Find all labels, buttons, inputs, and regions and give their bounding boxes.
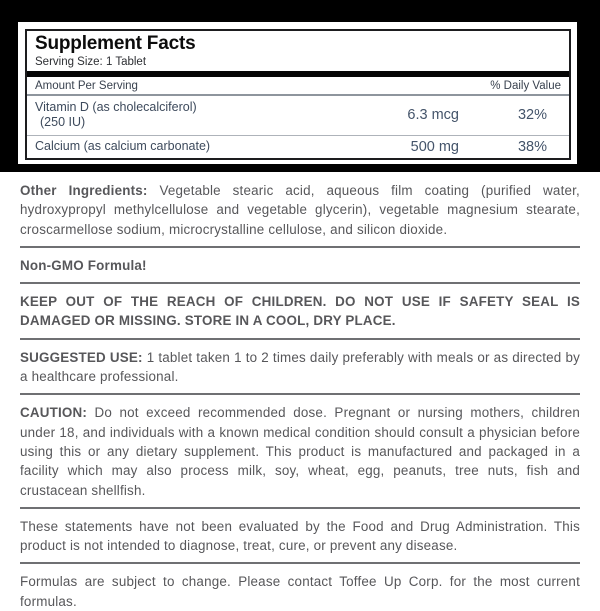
suggested-use-text: 1 tablet taken 1 to 2 times daily preferably with meals or as directed by a healthcare professional. <box>20 349 581 385</box>
nutrient-name <box>35 139 344 155</box>
nutrient-daily-value: 32% <box>517 107 547 124</box>
column-header-row <box>27 77 569 96</box>
supplement-facts-frame-inner <box>18 22 577 164</box>
other-ingredients-text: Vegetable stearic acid, aqueous film coating (purified water, hydroxypropyl methylcellulose and vegetable glycerin), vegetable magnesium stearate, croscarmellose sodium, microcrystalline cellulose, and silicon dioxide. <box>20 183 580 237</box>
caution-text: Do not exceed recommended dose. Pregnant or nursing mothers, children under 18, and individuals with a known medical condition should consult a physician before using this or any dietary supplement. This product is manufactured and packaged in a facility which may also process milk, soy, wheat, egg, peanuts, tree nuts, fish and crustacean shellfish. <box>20 405 580 498</box>
non-gmo-line: Non-GMO Formula! <box>20 257 147 273</box>
nutrient-name-line2: (250 IU) <box>40 115 86 130</box>
caution-paragraph <box>20 403 580 499</box>
panel-header <box>27 31 569 71</box>
daily-value-header: % Daily Value <box>490 79 561 92</box>
nutrient-amount: 6.3 mcg <box>407 107 459 124</box>
panel-title: Supplement Facts <box>35 33 196 54</box>
other-ingredients-label: Other Ingredients: <box>20 183 148 198</box>
warning-paragraph: KEEP OUT OF THE REACH OF CHILDREN. DO NOT USE IF SAFETY SEAL IS DAMAGED OR MISSING. STORE IN A COOL, DRY PLACE. <box>20 294 580 329</box>
caution-label: CAUTION: <box>20 405 88 421</box>
section-divider <box>20 246 580 248</box>
formulas-note-paragraph: Formulas are subject to change. Please contact Toffee Up Corp. for the most current formulas. <box>20 574 580 609</box>
suggested-use-label: SUGGESTED USE: <box>20 349 143 365</box>
nutrient-row-calcium <box>27 136 569 158</box>
section-divider <box>20 282 580 284</box>
nutrient-daily-value: 38% <box>517 139 547 155</box>
serving-size: Serving Size: 1 Tablet <box>35 55 147 68</box>
other-ingredients-paragraph <box>20 181 580 239</box>
label-body <box>0 172 600 611</box>
nutrient-name <box>35 100 344 131</box>
section-divider <box>20 562 580 564</box>
nutrient-name-line1: Vitamin D (as cholecalciferol) <box>35 99 197 114</box>
fda-disclaimer-paragraph: These statements have not been evaluated by the Food and Drug Administration. This product is not intended to diagnose, treat, cure, or prevent any disease. <box>20 518 580 554</box>
section-divider <box>20 393 580 395</box>
amount-per-serving-header: Amount Per Serving <box>35 79 138 92</box>
nutrient-amount: 500 mg <box>410 139 459 155</box>
suggested-use-paragraph <box>20 348 580 387</box>
section-divider <box>20 507 580 509</box>
supplement-facts-frame <box>0 0 600 172</box>
section-divider <box>20 338 580 340</box>
supplement-facts-panel <box>25 29 571 160</box>
nutrient-row-vitamin-d <box>27 96 569 136</box>
nutrient-name-line1: Calcium (as calcium carbonate) <box>35 139 211 154</box>
